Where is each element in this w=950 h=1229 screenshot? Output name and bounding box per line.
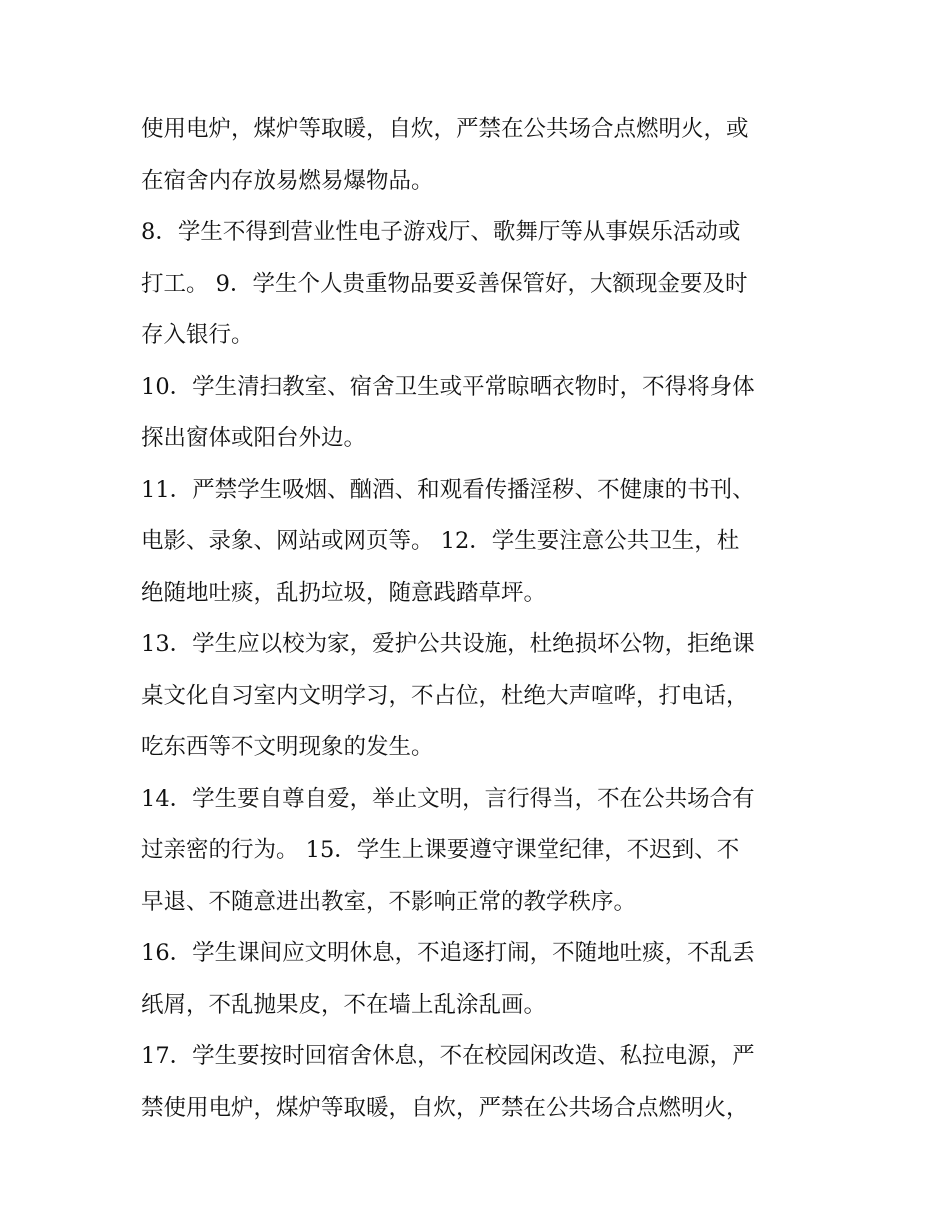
text-line: 在宿舍内存放易燃易爆物品。 xyxy=(141,167,434,194)
text-line: 绝随地吐痰，乱扔垃圾，随意践踏草坪。 xyxy=(141,579,547,606)
text-line: 10．学生清扫教室、宿舍卫生或平常晾晒衣物时，不得将身体 xyxy=(141,373,755,400)
text-line: 17．学生要按时回宿舍休息，不在校园闲改造、私拉电源，严 xyxy=(141,1043,755,1069)
text-line: 吃东西等不文明现象的发生。 xyxy=(141,734,434,760)
text-line: 纸屑，不乱抛果皮，不在墙上乱涂乱画。 xyxy=(141,991,547,1018)
text-line: 过亲密的行为。 15．学生上课要遵守课堂纪律，不迟到、不 xyxy=(141,837,740,863)
text-line: 探出窗体或阳台外边。 xyxy=(141,425,367,451)
text-line: 打工。 9．学生个人贵重物品要妥善保管好，大额现金要及时 xyxy=(141,270,748,297)
text-line: 16．学生课间应文明休息，不追逐打闹，不随地吐痰，不乱丢 xyxy=(141,940,755,966)
text-line: 8．学生不得到营业性电子游戏厅、歌舞厅等从事娱乐活动或 xyxy=(141,219,741,245)
text-line: 使用电炉，煤炉等取暖，自炊，严禁在公共场合点燃明火，或 xyxy=(141,116,749,142)
text-line: 13．学生应以校为家，爱护公共设施，杜绝损坏公物，拒绝课 xyxy=(141,631,755,657)
text-line: 14．学生要自尊自爱，举止文明，言行得当，不在公共场合有 xyxy=(141,785,755,812)
text-line: 11．严禁学生吸烟、酗酒、和观看传播淫秽、不健康的书刊、 xyxy=(141,476,755,503)
document-body xyxy=(141,104,821,1134)
text-line: 电影、录象、网站或网页等。 12．学生要注意公共卫生，杜 xyxy=(141,528,740,554)
text-line: 存入银行。 xyxy=(141,322,254,348)
text-line: 桌文化自习室内文明学习，不占位，杜绝大声喧哗，打电话， xyxy=(141,682,749,709)
text-line: 禁使用电炉，煤炉等取暖，自炊，严禁在公共场合点燃明火， xyxy=(141,1094,749,1121)
text-line: 早退、不随意进出教室，不影响正常的教学秩序。 xyxy=(141,888,637,915)
